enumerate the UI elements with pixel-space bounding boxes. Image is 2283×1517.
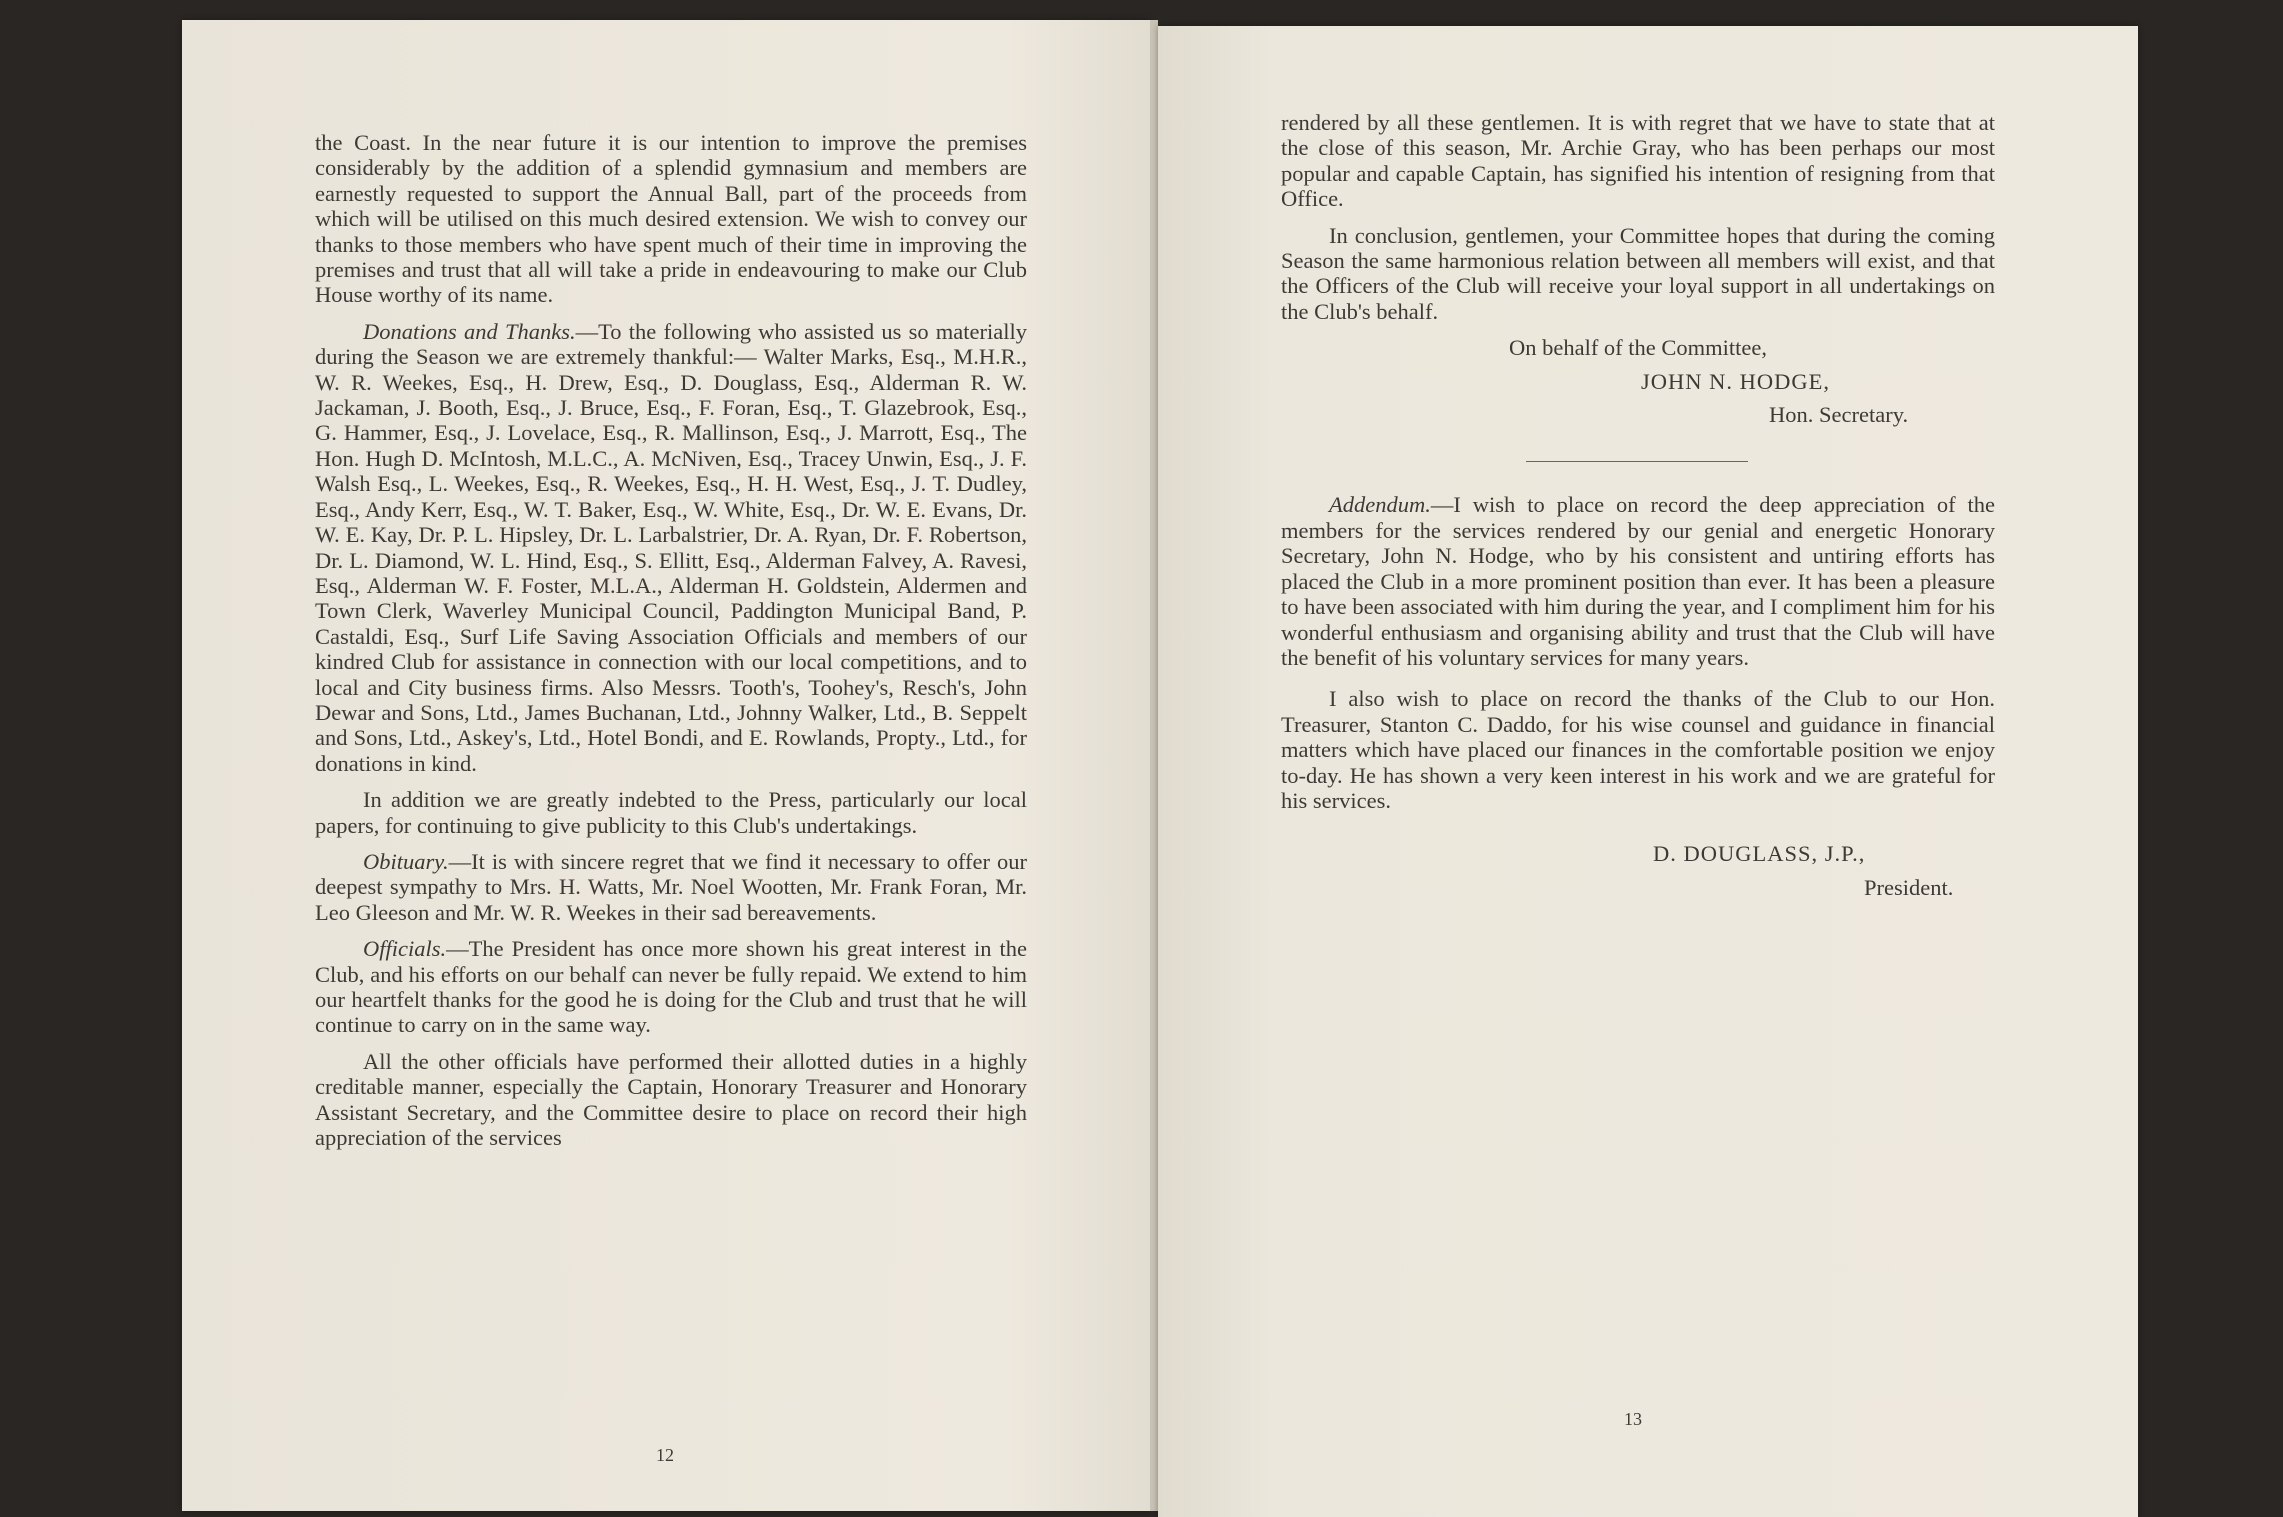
page-number-right: 13 xyxy=(1624,1409,1642,1429)
paragraph-other-officials: All the other officials have performed their allotted duties in a highly creditable manner, especially the Captain, Honorary Treasurer and Honorary Assistant Secretary, and the Committee desire to place on record their high appreciation of the services xyxy=(315,1048,1027,1151)
right-page xyxy=(1158,26,2138,1517)
secretary-title: Hon. Secretary. xyxy=(1769,402,1909,428)
left-page xyxy=(182,20,1150,1511)
left-page-text xyxy=(315,130,1027,1161)
paragraph-donations xyxy=(315,319,1027,776)
paragraph-conclusion: In conclusion, gentlemen, your Committee hopes that during the coming Season the same harmonious relation between all members will exist, and that the Officers of the Club will receive your loyal support in all undertakings on the Club's behalf. xyxy=(1281,222,1995,324)
section-divider xyxy=(1526,461,1748,462)
right-page-text xyxy=(1281,110,1995,900)
paragraph-addendum xyxy=(1281,492,1995,670)
behalf-line: On behalf of the Committee, xyxy=(1508,335,1768,361)
obituary-heading: Obituary. xyxy=(363,848,449,874)
paragraph-press: In addition we are greatly indebted to the Press, particularly our local papers, for continuing to give publicity to this Club's undertakings. xyxy=(315,787,1027,838)
paragraph-club-house: the Coast. In the near future it is our intention to improve the premises considerably by the addition of a splendid gymnasium and members are earnestly requested to support the Annual Ball, part of the proceeds from which will be utilised on this much desired extension. We wish to convey our thanks to those members who have spent much of their time in improving the premises and trust that all will take a pride in endeavouring to make our Club House worthy of its name. xyxy=(315,130,1027,308)
paragraph-treasurer: I also wish to place on record the thanks of the Club to our Hon. Treasurer, Stanton C. Daddo, for his wise counsel and guidance in financial matters which have placed our finances in the comfortable position we enjoy to-day. He has shown a very keen interest in his work and we are grateful for his services. xyxy=(1281,686,1995,813)
secretary-name: JOHN N. HODGE, xyxy=(1641,368,1830,394)
donations-text: —To the following who assisted us so materially during the Season we are extremely thankful:— Walter Marks, Esq., M.H.R., W. R. Weekes, Esq., H. Drew, Esq., D. Douglass, Esq., Alderman R. W. Jackaman, J. Booth, Esq., J. Bruce, Esq., F. Foran, Esq., T. Glazebrook, Esq., G. Hammer, Esq., J. Lovelace, Esq., R. Mallinson, Esq., J. Marrott, Esq., The Hon. Hugh D. McIntosh, M.L.C., A. McNiven, Esq., Tracey Unwin, Esq., J. F. Walsh Esq., L. Weekes, Esq., R. Weekes, Esq., H. H. West, Esq., J. T. Dudley, Esq., Andy Kerr, Esq., W. T. Baker, Esq., W. White, Esq., Dr. W. E. Evans, Dr. W. E. Kay, Dr. P. L. Hipsley, Dr. L. Larbalstrier, Dr. A. Ryan, Dr. F. Robertson, Dr. L. Diamond, W. L. Hind, Esq., S. Ellitt, Esq., Alderman Falvey, A. Ravesi, Esq., Alderman W. F. Foster, M.L.A., Alderman H. Goldstein, Aldermen and Town Clerk, Waverley Municipal Council, Paddington Municipal Band, P. Castaldi, Esq., Surf Life Saving Association Officials and members of our kindred Club for assistance in connection with our local competitions, and to local and City business firms. Also Messrs. Tooth's, Toohey's, Resch's, John Dewar and Sons, Ltd., James Buchanan, Ltd., Johnny Walker, Ltd., B. Seppelt and Sons, Ltd., Askey's, Ltd., Hotel Bondi, and E. Rowlands, Propty., Ltd., for donations in kind. xyxy=(315,318,1028,776)
president-name: D. DOUGLASS, J.P., xyxy=(1653,841,1866,867)
donations-heading: Donations and Thanks. xyxy=(363,318,576,344)
obituary-text: —It is with sincere regret that we find it necessary to offer our deepest sympathy to Mrs. H. Watts, Mr. Noel Wootten, Mr. Frank Foran, Mr. Leo Gleeson and Mr. W. R. Weekes in their sad bereavements. xyxy=(315,848,1027,925)
officials-text: —The President has once more shown his great interest in the Club, and his efforts on our behalf can never be fully repaid. We extend to him our heartfelt thanks for the good he is doing for the Club and trust that he will continue to carry on in the same way. xyxy=(315,936,1027,1038)
paragraph-captain: rendered by all these gentlemen. It is with regret that we have to state that at the close of this season, Mr. Archie Gray, who has been perhaps our most popular and capable Captain, has signified his intention of resigning from that Office. xyxy=(1281,110,1995,212)
addendum-heading: Addendum. xyxy=(1329,492,1431,518)
officials-heading: Officials. xyxy=(363,936,447,962)
president-title: President. xyxy=(1864,874,1954,900)
page-number-left: 12 xyxy=(656,1445,674,1465)
paragraph-obituary xyxy=(315,849,1027,925)
paragraph-officials xyxy=(315,936,1027,1038)
book-gutter xyxy=(1150,20,1158,1511)
addendum-text: —I wish to place on record the deep appreciation of the members for the services rendered by our genial and energetic Honorary Secretary, John N. Hodge, who by his consistent and untiring efforts has placed the Club in a more prominent position than ever. It has been a pleasure to have been associated with him during the year, and I compliment him for his wonderful enthusiasm and organising ability and trust that the Club will have the benefit of his voluntary services for many years. xyxy=(1281,492,1995,670)
